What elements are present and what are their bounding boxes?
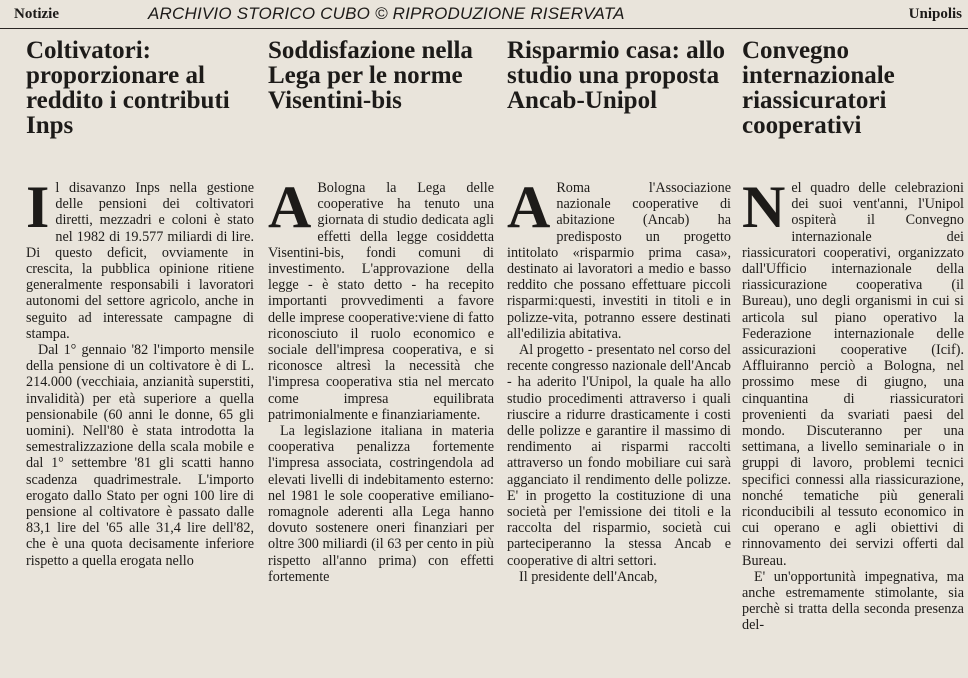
article-headline: Risparmio casa: allo studio una proposta Ancab-Unipol bbox=[507, 38, 726, 114]
page-header bbox=[0, 0, 968, 29]
article-column-4 bbox=[742, 38, 964, 678]
drop-cap: I bbox=[26, 174, 50, 240]
section-label: Notizie bbox=[14, 6, 59, 22]
drop-cap: N bbox=[742, 174, 786, 240]
brand-name: Unipolis bbox=[908, 6, 962, 22]
article-body bbox=[26, 174, 254, 569]
article-lead: A Roma l'Associazione nazionale cooperative di abitazione (Ancab) ha predisposto un progetto intitolato «risparmio prima casa», destinato ai lavoratori a medio e basso reddito che possano effettuare piccoli risparmi:questi, investiti in titoli e in polizze-vita, potranno essere destinati all'edilizia abitativa. bbox=[507, 174, 731, 342]
article-column-2 bbox=[268, 38, 494, 678]
article-paragraph: La legislazione italiana in materia cooperativa penalizza fortemente l'impresa associata, costringendola ad elevati livelli di indebitamento esterno: nel 1981 le sole cooperative emiliano-romagnole aderenti alla Lega hanno dovuto sostenere oneri finanziari per oltre 300 miliardi (il 63 per cento in più rispetto all'anno prima) con effetti fortemente bbox=[268, 423, 494, 585]
article-lead: A Bologna la Lega delle cooperative ha tenuto una giornata di studio dedicata agli effetti della legge cosiddetta Visentini-bis, fondi comuni di investimento. L'approvazione della legge - è stato detto - ha recepito importanti provvedimenti a favore delle imprese cooperative:viene di fatto riconosciuto il ruolo economico e sociale dell'impresa cooperativa, e si riconosce altresì la necessità che l'impresa cooperativa stia nel mercato come impresa equilibrata patrimonialmente e finanziariamente. bbox=[268, 174, 494, 423]
article-paragraph: E' un'opportunità impegnativa, ma anche estremamente stimolante, sia perchè si tratta della seconda presenza del- bbox=[742, 568, 964, 634]
article-column-1 bbox=[26, 38, 254, 678]
article-headline: Coltivatori: proporzionare al reddito i contributi Inps bbox=[26, 38, 230, 139]
article-headline: Soddisfazione nella Lega per le norme Visentini-bis bbox=[268, 38, 473, 114]
drop-cap: A bbox=[507, 174, 551, 240]
article-column-3 bbox=[507, 38, 731, 678]
article-paragraph: Al progetto - presentato nel corso del recente congresso nazionale dell'Ancab - ha aderito l'Unipol, la quale ha allo studio procedimenti attraverso i quali riuscire a ridurre drasticamente i costi delle polizze e garantire il massimo di rendimento ai risparmi raccolti attraverso un fondo mobiliare cui sarà agganciato il rendimento delle polizze. E' in progetto la costituzione di una società per l'emissione dei titoli e la raccolta del risparmio, società cui parteciperanno la stessa Ancab e cooperative di altri settori. bbox=[507, 342, 731, 569]
archive-banner: ARCHIVIO STORICO CUBO © RIPRODUZIONE RISERVATA bbox=[148, 4, 625, 23]
article-body bbox=[268, 174, 494, 585]
article-lead: Il disavanzo Inps nella gestione delle pensioni dei coltivatori diretti, mezzadri e coloni è stato nel 1982 di 19.577 miliardi di lire. Di questo deficit, ovviamente in crescita, la pubblica opinione ritiene generalmente responsabili i lavoratori autonomi del settore agricolo, anche in seguito ad interessate campagne di stampa. bbox=[26, 174, 254, 342]
article-paragraph: Dal 1° gennaio '82 l'importo mensile della pensione di un coltivatore è di L. 214.000 (vecchiaia, anzianità superstiti, invalidità) per età superiore a quella pensionabile (60 anni le donne, 65 gli uomini). Nell'80 è stata introdotta la semestralizzazione della scala mobile e dal 1° settembre '81 gli scatti hanno scadenza quadrimestrale. L'importo erogato dallo Stato per ogni 100 lire di pensione al coltivatore è passato dalle 83,1 lire del '65 alle 31,4 lire dell'82, che è una quota decisamente inferiore rispetto a quella erogata nello bbox=[26, 342, 254, 569]
article-headline: Convegno internazionale riassicuratori cooperativi bbox=[742, 38, 895, 139]
article-lead: Nel quadro delle celebrazioni dei suoi vent'anni, l'Unipol ospiterà il Convegno internazionale dei riassicuratori cooperativi, organizzato dall'Ufficio internazionale della riassicurazione cooperativa (il Bureau), uno degli organismi in cui si articola sul piano operativo la Federazione internazionale delle assicurazioni cooperative (Icif). Affluiranno perciò a Bologna, nel prossimo mese di giugno, una cinquantina di riassicuratori provenienti da svariati paesi del mondo. Discuteranno per una settimana, a livello seminariale o in gruppi di lavoro, problemi tecnici specifici connessi alla riassicurazione, nonché tematiche più generali riconducibili al tessuto economico in cui operano e agli obiettivi di rinnovamento dei servizi offerti dal Bureau. bbox=[742, 174, 964, 569]
article-body bbox=[507, 174, 731, 585]
article-body bbox=[742, 174, 964, 634]
article-paragraph: Il presidente dell'Ancab, bbox=[519, 568, 658, 585]
drop-cap: A bbox=[268, 174, 312, 240]
